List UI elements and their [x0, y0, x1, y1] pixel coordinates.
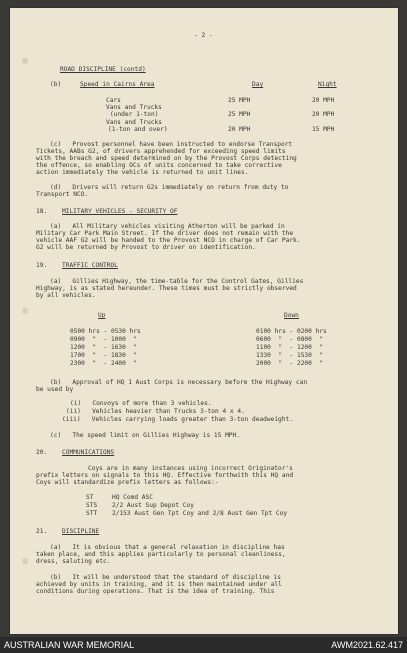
prefix-code: STT: [86, 510, 98, 517]
down-time: 1100 " - 1200 ": [256, 344, 324, 351]
speed-day: 25 MPH: [228, 97, 251, 104]
prefix-unit: 2/153 Aust Gen Tpt Coy and 2/8 Aust Gen Tpt Coy: [112, 510, 288, 517]
punch-hole: [22, 58, 28, 64]
para-line: Coys will standardize prefix letters as follows:-: [36, 479, 219, 486]
page-number: - 2 -: [194, 32, 213, 39]
para-line: (b) It will be understood that the standard of discipline is: [50, 574, 281, 581]
para-line: (b) Approval of HQ 1 Aust Corps is necessary before the Highway can: [50, 379, 308, 386]
para-line: action immediately the vehicle is returned to unit lines.: [36, 169, 249, 176]
punch-hole: [22, 558, 28, 564]
list-item: (iii) Vehicles carrying loads greater than 3-ton deadweight.: [62, 416, 293, 423]
speed-day: 25 MPH: [228, 111, 251, 118]
section-heading: DISCIPLINE: [62, 528, 100, 535]
timetable-col-down: Down: [284, 312, 299, 319]
down-time: 0100 hrs - 0200 hrs: [256, 328, 327, 335]
down-time: 2000 " - 2200 ": [256, 360, 324, 367]
speed-col-day: Day: [252, 81, 264, 88]
punch-hole: [22, 308, 28, 314]
para-line: by all vehicles.: [36, 292, 96, 299]
speed-vehicle: (1-ton and over): [108, 126, 168, 133]
para-line: conditions during operations. That is the idea of training. This: [36, 588, 275, 595]
speed-col-night: Night: [318, 81, 337, 88]
prefix-code: STS: [86, 502, 98, 509]
para-line: achieved by units in training, and it is then maintained under all: [36, 581, 282, 588]
up-time: 2300 " - 2400 ": [70, 360, 138, 367]
para-line: (d) Drivers will return G2s immediately on return from duty to: [50, 184, 289, 191]
speed-vehicle: Cars: [106, 97, 121, 104]
section-heading: MILITARY VEHICLES - SECURITY OF: [62, 208, 178, 215]
speed-vehicle: (under 1-ton): [110, 111, 159, 118]
para-line: (a) Gillies Highway, the time-table for the Control Gates, Gillies: [50, 278, 304, 285]
up-time: 1200 " - 1630 ": [70, 344, 138, 351]
para-line: dress, saluting etc.: [36, 558, 111, 565]
road-discipline-heading: ROAD DISCIPLINE (contd): [60, 66, 146, 73]
section-number: 21.: [36, 528, 48, 535]
section-heading: TRAFFIC CONTROL: [62, 262, 118, 269]
section-heading: COMMUNICATIONS: [62, 449, 115, 456]
document-page: [10, 8, 398, 634]
para-line: vehicle AAF G2 will be handed to the Provost NCO in charge of Car Park.: [36, 237, 301, 244]
speed-label: (b): [50, 81, 62, 88]
list-item: (i) Convoys of more than 3 vehicles.: [70, 400, 212, 407]
para-line: Highway, is as stated hereunder. These times must be strictly observed: [36, 285, 297, 292]
up-time: 0500 hrs - 0530 hrs: [70, 328, 141, 335]
down-time: 1330 " - 1530 ": [256, 352, 324, 359]
footer-bar: [0, 637, 407, 653]
para-line: the offence, so enabling OCs of units concerned to take corrective: [36, 162, 282, 169]
section-number: 20.: [36, 449, 48, 456]
footer-accession-number: AWM2021.62.417: [331, 640, 403, 650]
up-time: 1700 " - 1830 ": [70, 352, 138, 359]
down-time: 0600 " - 0800 ": [256, 336, 324, 343]
list-item: (ii) Vehicles heavier than Trucks 3-ton 4 x 4.: [66, 408, 245, 415]
section-number: 19.: [36, 262, 48, 269]
prefix-code: ST: [86, 494, 94, 501]
timetable-col-up: Up: [98, 312, 106, 319]
para-line: Coys are in many instances using incorrect Originator's: [88, 465, 293, 472]
para-line: with the breach and speed determined on by the Provost Corps detecting: [36, 155, 297, 162]
speed-day: 20 MPH: [228, 126, 251, 133]
speed-night: 15 MPH: [312, 126, 335, 133]
prefix-unit: 2/2 Aust Sup Depot Coy: [112, 502, 194, 509]
para-line: Transport NCO.: [36, 191, 89, 198]
para-line: (c) The speed limit on Gillies Highway is 15 MPH.: [50, 432, 240, 439]
speed-title: Speed in Cairns Area: [80, 81, 155, 88]
prefix-unit: HQ Comd ASC: [112, 494, 153, 501]
speed-night: 20 MPH: [312, 97, 335, 104]
para-line: Military Car Park Main Street. If the driver does not remain with the: [36, 230, 294, 237]
speed-night: 20 MPH: [312, 111, 335, 118]
para-line: G2 will be returned by Provost to driver on identification.: [36, 244, 256, 251]
section-number: 18.: [36, 208, 48, 215]
para-line: (a) It is obvious that a general relaxation in discipline has: [50, 544, 285, 551]
para-line: prefix letters on signals to this HQ. Effective forthwith this HQ and: [36, 472, 294, 479]
para-line: Tickets, AABs G2, of drivers apprehended for exceeding speed limits: [36, 148, 286, 155]
speed-vehicle: Vans and Trucks: [106, 119, 162, 126]
speed-vehicle: Vans and Trucks: [106, 104, 162, 111]
up-time: 0900 " - 1000 ": [70, 336, 138, 343]
para-line: (c) Provost personnel have been instructed to endorse Transport: [50, 141, 293, 148]
para-line: be used by: [36, 386, 74, 393]
footer-institution: AUSTRALIAN WAR MEMORIAL: [4, 640, 135, 650]
para-line: taken place, and this applies particularly to personal cleanliness,: [36, 551, 286, 558]
para-line: (a) All Military vehicles visiting Atherton will be parked in: [50, 223, 285, 230]
